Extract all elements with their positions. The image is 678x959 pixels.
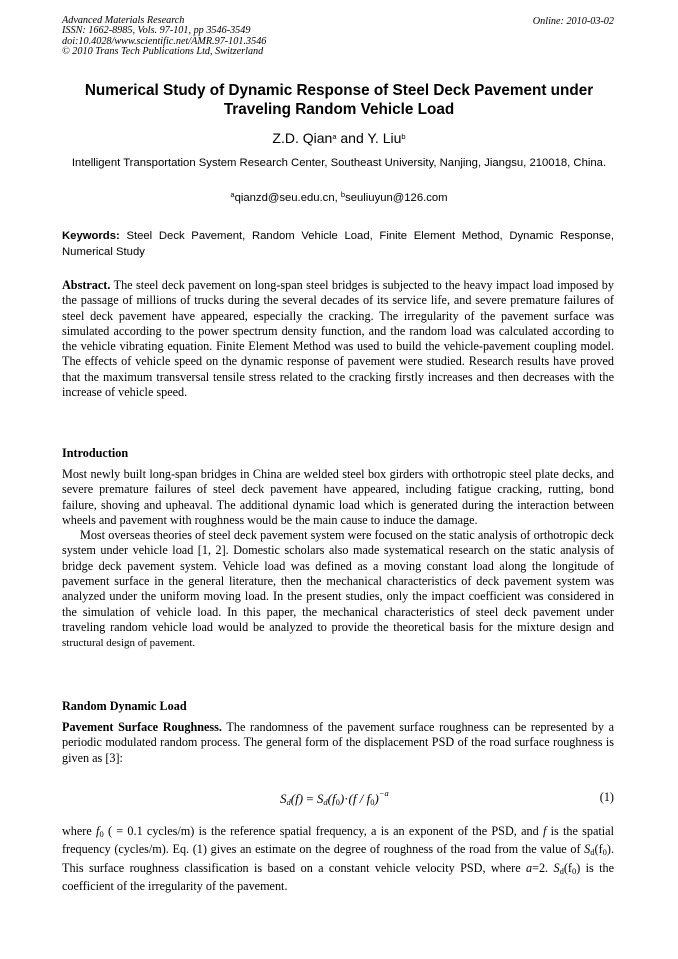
affiliation: Intelligent Transportation System Research Center, Southeast University, Nanjing, Jiangsu, 210018, China. <box>71 157 607 169</box>
journal-header <box>62 16 266 58</box>
psd-sd-arg: (f <box>594 842 603 857</box>
eq-ratio-open: (f / f <box>348 791 371 806</box>
introduction-heading: Introduction <box>62 446 129 460</box>
eq-lhs-arg: (f) <box>290 791 304 806</box>
eq-equals: = <box>303 791 317 806</box>
psd-text-c: is the spatial frequency (cycles/m). Eq. (1) gives an estimate on the degree of roughness of the road from the value of <box>62 824 614 857</box>
psd-text-end: is the coefficient of the irregularity of the pavement. <box>62 860 614 893</box>
online-date: Online: 2010-03-02 <box>532 16 614 27</box>
psd-a-var: a <box>525 860 533 875</box>
eq-dot: · <box>344 791 349 806</box>
email-a-sup: a <box>230 190 235 199</box>
keywords-label: Keywords: <box>62 230 120 242</box>
introduction-paragraph-2-text: Most overseas theories of steel deck pavement system were focused on the static analysis of orthotropic deck system under vehicle load [1, 2]. Domestic scholars also made systematical research on the static analysis of bridge deck pavement system. Vehicle load was defined as a moving constant load along the longitude of pavement surface in the general literature, then the mechanical characteristics of deck pavement system was analyzed under the uniform moving load. In the present studies, only the impact coefficient was considered in the simulation of vehicle load. In this paper, the mechanical characteristics of steel deck pavement under traveling random vehicle load would be analyzed to provide the theoretical basis for the mixture design and <box>62 528 614 634</box>
author-list <box>62 130 616 146</box>
psd-text-b: ( = 0.1 cycles/m) is the reference spatial frequency, a is an exponent of the PSD, and <box>103 824 543 838</box>
psd-f0-sub: 0 <box>99 829 104 839</box>
journal-copyright: © 2010 Trans Tech Publications Ltd, Switzerland <box>62 46 264 58</box>
eq-lhs-sub: d <box>286 797 291 807</box>
psd-sd: S <box>584 842 591 857</box>
keywords <box>62 228 614 260</box>
psd-f0: f <box>96 824 100 838</box>
psd-f: f <box>542 824 547 838</box>
eq-rhs-s: S <box>316 791 324 806</box>
journal-doi: doi:10.4028/www.scientific.net/AMR.97-101.3546 <box>62 35 267 47</box>
eq-ratio-sub: 0 <box>370 797 375 807</box>
keywords-text: Steel Deck Pavement, Random Vehicle Load, Finite Element Method, Dynamic Response, Numerical Study <box>62 230 614 258</box>
psd-sd2-close: ) <box>576 860 581 875</box>
introduction-paragraph-2 <box>62 528 614 651</box>
introduction-paragraph-2-tail: structural design of pavement. <box>62 637 196 650</box>
author-first-sup: a <box>332 132 337 141</box>
author-joiner: and <box>336 130 368 146</box>
psd-sd2-arg-sub: 0 <box>571 865 577 876</box>
eq-lhs-s: S <box>280 791 287 806</box>
psd-sd2-sub: d <box>559 865 564 876</box>
author-second: Y. Liu <box>367 130 402 146</box>
author-first: Z.D. Qian <box>272 130 333 146</box>
psd-text-d: . This surface roughness classification is based on a constant vehicle velocity PSD, where <box>62 842 614 875</box>
roughness-text: The randomness of the pavement surface roughness can be represented by a periodic modulated random process. The general form of the displacement PSD of the road surface roughness is given as [3]: <box>62 720 614 765</box>
psd-sd-sub: d <box>590 847 595 858</box>
journal-name: Advanced Materials Research <box>62 15 185 26</box>
psd-sd-arg-sub: 0 <box>602 847 607 858</box>
psd-sd-close: ) <box>606 842 611 857</box>
eq-rhs-arg-sub: 0 <box>335 797 340 807</box>
eq-rhs-sub: d <box>323 797 328 807</box>
eq-exponent: −a <box>378 788 389 798</box>
introduction-paragraph-1: Most newly built long-span bridges in China are welded steel box girders with orthotropic steel plate decks, and severe premature failures of steel deck pavement have appeared, including fatigue cracking, rutting, bond failure, shoving and upheaval. The additional dynamic load which is generated during the interaction between wheels and pavement with roughness would be the main cause to induce the damage. <box>62 467 614 527</box>
equation-1-number: (1) <box>599 790 614 804</box>
email-b-sup: b <box>340 190 346 199</box>
equation-1 <box>280 788 389 807</box>
random-load-heading: Random Dynamic Load <box>62 699 187 713</box>
roughness-label: Pavement Surface Roughness. <box>62 720 222 734</box>
abstract-label: Abstract. <box>62 278 111 292</box>
psd-text-a: where <box>62 824 97 838</box>
psd-explanation <box>62 824 614 894</box>
author-emails <box>62 192 616 204</box>
paper-title: Numerical Study of Dynamic Response of Steel Deck Pavement under Traveling Random Vehicle Load <box>84 82 594 118</box>
eq-ratio-close: ) <box>374 791 379 806</box>
email-b: seuliuyun@126.com <box>345 192 448 204</box>
abstract <box>62 278 614 400</box>
eq-rhs-arg-open: (f <box>327 791 336 806</box>
psd-sd2-arg: (f <box>563 860 572 875</box>
eq-rhs-arg-close: ) <box>339 791 345 806</box>
abstract-text: The steel deck pavement on long-span steel bridges is subjected to the heavy impact load imposed by the passage of millions of trucks during the several decades of its service life, and severe premature failures of steel deck pavement have appeared, especially the cracking. The irregularity of the pavement surface was simulated according to the power spectrum density function, and the random load was calculated according to the vehicle vibrating equation. Finite Element Method was used to build the vehicle-pavement coupling model. The effects of vehicle speed on the dynamic response of pavement were studied. Research results have proved that the maximum transversal tensile stress related to the cracking firstly increases and then decreases with the increase of vehicle speed. <box>62 278 614 400</box>
email-a: qianzd@seu.edu.cn, <box>234 192 341 204</box>
author-second-sup: b <box>401 132 406 141</box>
psd-text-e: =2. <box>532 860 554 875</box>
journal-issn: ISSN: 1662-8985, Vols. 97-101, pp 3546-3549 <box>62 25 251 37</box>
psd-sd2: S <box>553 860 560 875</box>
introduction-body <box>62 467 614 652</box>
roughness-paragraph <box>62 720 614 766</box>
